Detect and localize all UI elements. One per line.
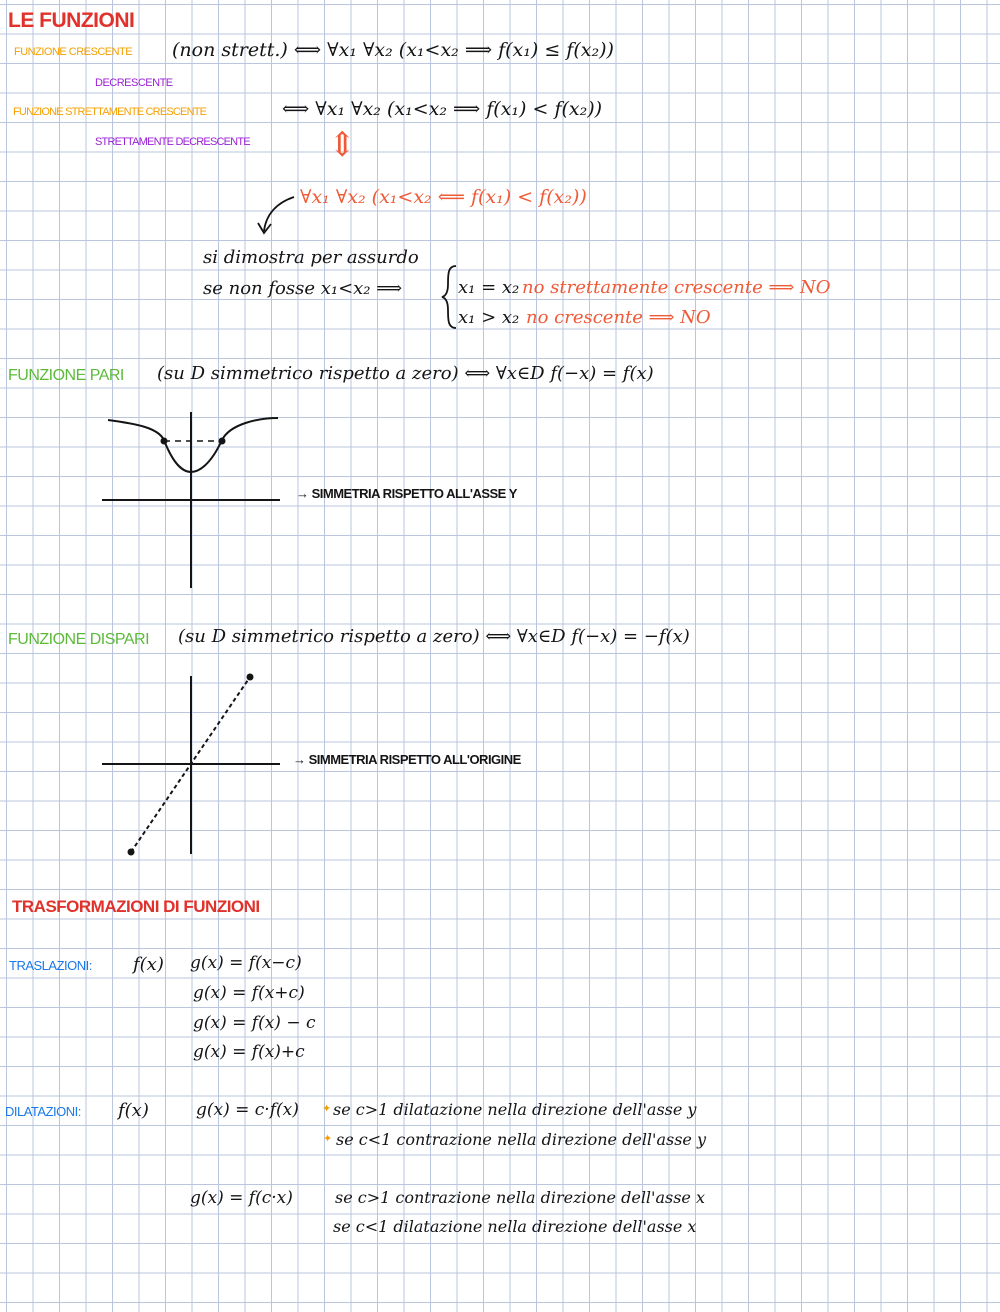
case-2-expression: x₁ > x₂ [458,307,520,328]
proof-line-1: si dimostra per assurdo [203,247,419,268]
dilatazione-y-expression: g(x) = c·f(x) [196,1100,299,1120]
proof-line-2: se non fosse x₁<x₂ ⟹ [203,278,403,299]
dispari-definition: (su D simmetrico rispetto a zero) ⟺ ∀x∈D f(−x) = −f(x) [178,626,690,647]
strett-crescente-label: FUNZIONE STRETTAMENTE CRESCENTE [13,106,207,118]
traslazione-2: g(x) = f(x+c) [193,983,305,1003]
dilatazione-y-rule-2: se c<1 contrazione nella direzione dell'asse y [336,1130,706,1149]
curved-arrow-icon [256,193,306,243]
dispari-label: FUNZIONE DISPARI [8,631,150,648]
traslazione-1: g(x) = f(x−c) [190,953,302,973]
pari-caption: → SIMMETRIA RISPETTO ALL'ASSE Y [296,486,517,501]
odd-function-graph [98,672,298,862]
trasformazioni-title: TRASFORMAZIONI DI FUNZIONI [12,897,260,916]
dilatazioni-f: f(x) [118,1100,149,1121]
pari-label: FUNZIONE PARI [8,367,124,384]
star-bullet-icon: ✦ [322,1102,332,1115]
case-1-note: no strettamente crescente ⟹ NO [522,277,831,298]
reverse-definition: ∀x₁ ∀x₂ (x₁<x₂ ⟸ f(x₁) < f(x₂)) [300,186,587,208]
crescente-definition: (non strett.) ⟺ ∀x₁ ∀x₂ (x₁<x₂ ⟹ f(x₁) ≤ f(x₂)) [172,39,614,61]
strett-crescente-definition: ⟺ ∀x₁ ∀x₂ (x₁<x₂ ⟹ f(x₁) < f(x₂)) [282,98,603,120]
brace-icon [440,264,460,330]
decrescente-label: DECRESCENTE [95,77,173,89]
dilatazione-x-rule-1: se c>1 contrazione nella direzione dell'asse x [335,1188,705,1207]
case-1-expression: x₁ = x₂ [458,277,520,298]
traslazioni-f: f(x) [133,954,164,975]
traslazioni-label: TRASLAZIONI: [9,958,92,973]
page-title: LE FUNZIONI [8,9,135,32]
dilatazione-x-expression: g(x) = f(c·x) [190,1188,293,1208]
traslazione-4: g(x) = f(x)+c [193,1042,305,1062]
star-bullet-icon: ✦ [323,1132,333,1145]
dilatazioni-label: DILATAZIONI: [5,1104,81,1119]
pari-definition: (su D simmetrico rispetto a zero) ⟺ ∀x∈D f(−x) = f(x) [157,363,654,384]
strett-decrescente-label: STRETTAMENTE DECRESCENTE [95,136,250,148]
case-2-note: no crescente ⟹ NO [526,307,711,328]
traslazione-3: g(x) = f(x) − c [193,1013,316,1033]
even-function-graph [98,410,298,590]
dispari-caption: → SIMMETRIA RISPETTO ALL'ORIGINE [293,752,521,767]
dilatazione-x-rule-2: se c<1 dilatazione nella direzione dell'asse x [333,1217,697,1236]
double-arrow-icon: ⇕ [328,125,357,165]
crescente-label: FUNZIONE CRESCENTE [14,46,133,58]
dilatazione-y-rule-1: se c>1 dilatazione nella direzione dell'asse y [333,1100,697,1119]
